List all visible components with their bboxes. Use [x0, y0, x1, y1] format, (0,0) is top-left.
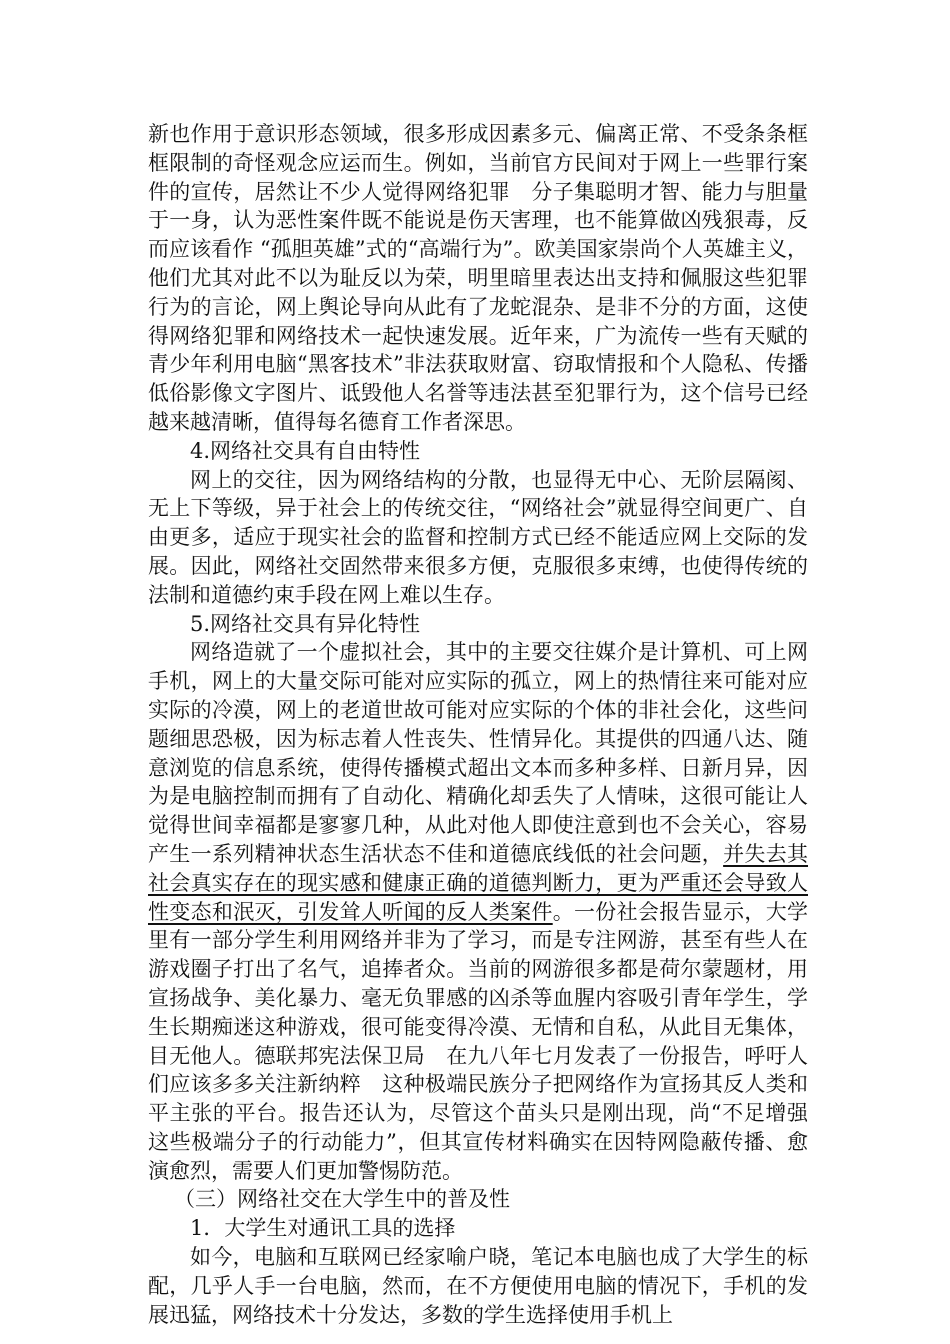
paragraph-alienation-part2: 。一份社会报告显示，大学里有一部分学生利用网络并非为了学习，而是专注网游，甚至有些人在游戏圈子打出了名气，追捧者众。当前的网游很多都是荷尔蒙题材，用宣扬战争、美化暴力、毫无负罪感的凶杀等血腥内容吸引青年学生，学生长期痴迷这种游戏，很可能变得冷漠、无情和自私，从此目无集体，目无他人。德联邦宪法保卫局 在九八年七月发表了一份报告，呼吁人们应该多多关注新纳粹 这种极端民族分子把网络作为宣扬其反人类和平主张的平台。报告还认为，尽管这个苗头只是刚出现，尚“不足增强这些极端分子的行动能力”，但其宣传材料确实在因特网隐蔽传播、愈演愈烈，需要人们更加警惕防范。 — [148, 899, 809, 1183]
heading-4: 4.网络社交具有自由特性 — [190, 438, 421, 463]
paragraph-freedom: 网上的交往，因为网络结构的分散，也显得无中心、无阶层隔阂、无上下等级，异于社会上的传统交往，“网络社会”就显得空间更广、自由更多，适应于现实社会的监督和控制方式已经不能适应网上交际的发展。因此，网络社交固然带来很多方便，克服很多束缚，也使得传统的法制和道德约束手段在网上难以生存。 — [148, 467, 808, 607]
paragraph-alienation — [148, 638, 808, 1185]
heading-1-communication-tools: 1．大学生对通讯工具的选择 — [190, 1216, 456, 1241]
paragraph-alienation-part1: 网络造就了一个虚拟社会，其中的主要交往媒介是计算机、可上网手机，网上的大量交际可能对应实际的孤立，网上的热情往来可能对应实际的冷漠，网上的老道世故可能对应实际的个体的非社会化，这些问题细思恐极，因为标志着人性丧失、性情异化。其提供的四通八达、随意浏览的信息系统，使得传播模式超出文本而多种多样、日新月异，因为是电脑控制而拥有了自动化、精确化却丢失了人情味，这很可能让人觉得世间幸福都是寥寥几种，从此对他人即使注意到也不会关心，容易产生一系列精神状态生活状态不佳和道德底线低的社会问题， — [148, 640, 808, 866]
paragraph-tools: 如今，电脑和互联网已经家喻户晓，笔记本电脑也成了大学生的标配，几乎人手一台电脑，然而，在不方便使用电脑的情况下，手机的发展迅猛，网络技术十分发达，多数的学生选择使用手机上 — [148, 1245, 808, 1327]
paragraph-continuation: 新也作用于意识形态领域，很多形成因素多元、偏离正常、不受条条框框限制的奇怪观念应运而生。例如，当前官方民间对于网上一些罪行案件的宣传，居然让不少人觉得网络犯罪 分子集聪明才智、能力与胆量于一身，认为恶性案件既不能说是伤天害理，也不能算做凶残狠毒，反而应该看作 “孤胆英雄”式的“高端行为”。欧美国家崇尚个人英雄主义，他们尤其对此不以为耻反以为荣，明里暗里表达出支持和佩服这些犯罪行为的言论，网上舆论导向从此有了龙蛇混杂、是非不分的方面，这使得网络犯罪和网络技术一起快速发展。近年来，广为流传一些有天赋的青少年利用电脑“黑客技术”非法获取财富、窃取情报和个人隐私、传播低俗影像文字图片、诋毁他人名誉等违法甚至犯罪行为，这个信号已经越来越清晰，值得每名德育工作者深思。 — [148, 122, 808, 434]
section-heading-3: （三）网络社交在大学生中的普及性 — [174, 1187, 510, 1212]
document-page — [148, 120, 808, 1329]
heading-5: 5.网络社交具有异化特性 — [190, 611, 421, 636]
underlined-sentence: 并失去其社会真实存在的现实感和健康正确的道德判断力，更为严重还会导致人性变态和泯灭，引发耸人听闻的反人类案件 — [148, 841, 809, 924]
